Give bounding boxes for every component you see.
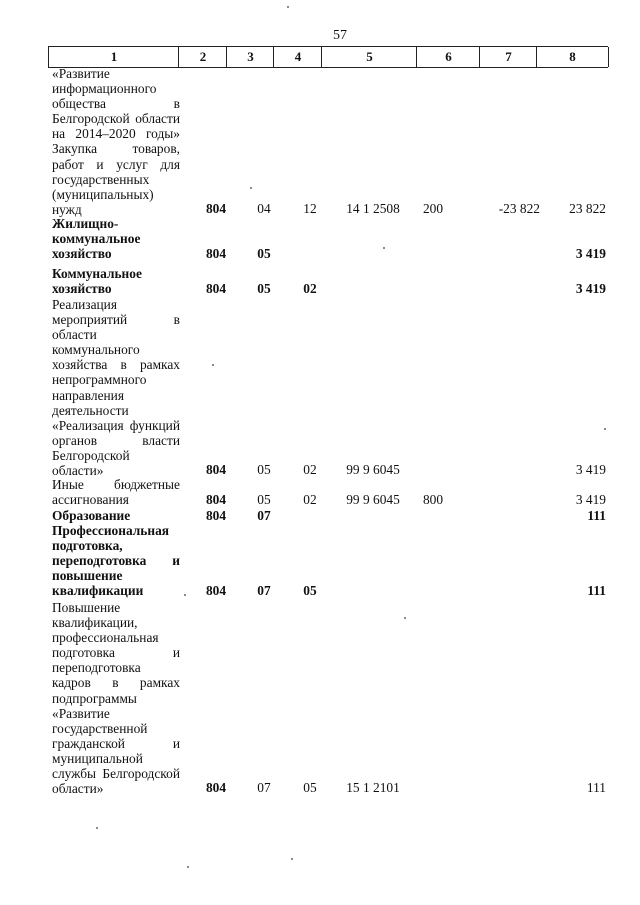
cell-col-3: 05 [257, 492, 271, 507]
row-name-line: Белгородской [52, 447, 130, 463]
cell-col-2: 804 [205, 508, 227, 523]
row-name-line: хозяйство [52, 246, 112, 262]
cell-col-2: 804 [205, 492, 227, 507]
row-name-line: информационного [52, 81, 157, 97]
row-name-line: переподготовка и [52, 553, 180, 569]
row-name-line: области» [52, 463, 104, 479]
row-name-line: «Развитие [52, 66, 110, 81]
row-name [52, 600, 180, 796]
row-name-line: Повышение [52, 600, 121, 615]
row-name [52, 297, 180, 478]
row-name-line: повышение [52, 568, 123, 584]
row-name-line: переподготовка [52, 660, 141, 676]
cell-col-4: 05 [303, 583, 317, 598]
row-name [52, 508, 180, 523]
row-name-line: на 2014–2020 годы» [52, 126, 180, 142]
row-name-line: профессиональная [52, 630, 159, 646]
header-col-6: 6 [416, 47, 480, 67]
row-name-line: подготовка и [52, 645, 180, 661]
row-name-line: государственной [52, 720, 148, 736]
cell-col-4: 02 [303, 492, 317, 507]
cell-col-8: 3 419 [575, 281, 606, 296]
cell-col-8: 111 [587, 583, 606, 598]
cell-col-3: 05 [257, 246, 271, 261]
row-name-line: подготовка, [52, 538, 123, 554]
cell-col-3: 07 [257, 583, 271, 598]
row-name-line: Закупка товаров, [52, 141, 180, 157]
row-name-line: кадров в рамках [52, 675, 180, 691]
row-name-line: Коммунальное [52, 266, 142, 281]
row-name-line: Реализация [52, 297, 118, 312]
cell-col-3: 05 [257, 462, 271, 477]
row-name-line: муниципальной [52, 750, 143, 766]
cell-col-8: 3 419 [575, 462, 606, 477]
row-name-line: работ и услуг для [52, 156, 180, 172]
row-name [52, 477, 180, 507]
cell-col-5: 15 1 2101 [346, 780, 400, 795]
header-col-4: 4 [273, 47, 322, 67]
header-col-1: 1 [48, 47, 179, 67]
cell-col-8: 3 419 [575, 492, 606, 507]
cell-col-7: -23 822 [498, 201, 540, 216]
row-name-line: «Развитие [52, 705, 110, 721]
header-col-8: 8 [536, 47, 609, 67]
cell-col-2: 804 [205, 780, 227, 795]
row-name-line: (муниципальных) [52, 186, 154, 202]
row-name-line: Профессиональная [52, 523, 170, 538]
row-name-line: квалификации [52, 583, 144, 599]
page-number: 57 [333, 28, 347, 43]
row-name [52, 216, 180, 261]
cell-col-6: 800 [422, 492, 444, 507]
row-name [52, 523, 180, 598]
row-name-line: Жилищно- [52, 216, 119, 231]
cell-col-3: 05 [257, 281, 271, 296]
cell-col-5: 99 9 6045 [346, 462, 400, 477]
table-header [48, 46, 608, 68]
row-name-line: деятельности [52, 402, 129, 418]
row-name-line: хозяйства в рамках [52, 357, 180, 373]
cell-col-2: 804 [205, 201, 227, 216]
row-name-line: государственных [52, 171, 150, 187]
header-col-7: 7 [479, 47, 537, 67]
row-name-line: «Реализация функций [52, 417, 180, 433]
row-name-line: ассигнования [52, 492, 129, 508]
cell-col-8: 111 [587, 508, 606, 523]
row-name-line: коммунальное [52, 231, 141, 247]
cell-col-4: 05 [303, 780, 317, 795]
row-name-line: непрограммного [52, 372, 147, 388]
row-name-line: коммунального [52, 342, 140, 358]
row-name-line: мероприятий в [52, 312, 180, 328]
row-name-line: Белгородской области [52, 111, 180, 127]
cell-col-6: 200 [422, 201, 444, 216]
row-name [52, 66, 180, 217]
cell-col-3: 04 [257, 201, 271, 216]
row-name-line: подпрограммы [52, 690, 137, 706]
row-name-line: общества в [52, 96, 180, 112]
row-name [52, 266, 180, 296]
row-name-line: области [52, 327, 97, 343]
cell-col-8: 23 822 [569, 201, 606, 216]
cell-col-5: 14 1 2508 [346, 201, 400, 216]
row-name-line: службы Белгородской [52, 766, 180, 782]
header-col-2: 2 [178, 47, 227, 67]
row-name-line: Образование [52, 508, 131, 523]
cell-col-2: 804 [205, 462, 227, 477]
cell-col-3: 07 [257, 780, 271, 795]
cell-col-8: 111 [586, 780, 606, 795]
cell-col-2: 804 [205, 281, 227, 296]
cell-col-4: 02 [303, 462, 317, 477]
cell-col-8: 3 419 [575, 246, 606, 261]
cell-col-5: 99 9 6045 [346, 492, 400, 507]
row-name-line: гражданской и [52, 735, 180, 751]
cell-col-2: 804 [205, 583, 227, 598]
row-name-line: хозяйство [52, 281, 112, 297]
header-col-3: 3 [226, 47, 274, 67]
cell-col-3: 07 [257, 508, 271, 523]
row-name-line: Иные бюджетные [52, 477, 180, 492]
row-name-line: органов власти [52, 432, 180, 448]
row-name-line: направления [52, 387, 125, 403]
cell-col-4: 02 [303, 281, 317, 296]
cell-col-2: 804 [205, 246, 227, 261]
row-name-line: квалификации, [52, 615, 138, 631]
cell-col-4: 12 [303, 201, 317, 216]
row-name-line: нужд [52, 201, 82, 217]
header-col-5: 5 [321, 47, 417, 67]
row-name-line: области» [52, 781, 104, 797]
